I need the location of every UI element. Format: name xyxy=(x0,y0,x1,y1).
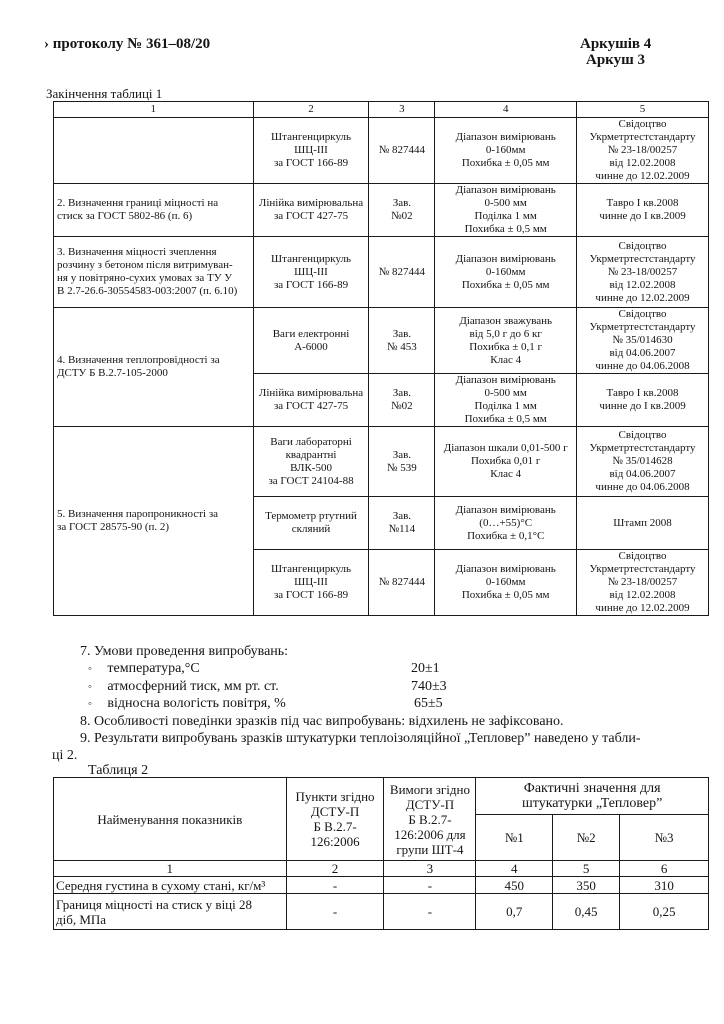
column-number: 1 xyxy=(54,102,254,118)
sample-label: №1 xyxy=(476,815,553,861)
sheet-current: Аркуш 3 xyxy=(586,52,646,68)
instrument-number: № 827444 xyxy=(369,237,435,308)
indicator-requirement: - xyxy=(384,877,476,894)
instrument-name: Термометр ртутний скляний xyxy=(253,497,369,550)
test-name xyxy=(54,118,254,184)
certificate: Свідоцтво Укрметртестстандарту № 35/014630 від 04.06.2007 чинне до 04.06.2008 xyxy=(577,308,709,374)
column-number: 3 xyxy=(369,102,435,118)
instrument-number: № 827444 xyxy=(369,118,435,184)
measurement-range: Діапазон шкали 0,01-500 г Похибка 0,01 г Клас 4 xyxy=(435,427,577,497)
certificate: Штамп 2008 xyxy=(577,497,709,550)
table-row xyxy=(54,894,709,930)
results-table xyxy=(53,777,709,930)
instrument-name: Штангенциркуль ШЦ-ІІІ за ГОСТ 166-89 xyxy=(253,118,369,184)
instrument-number: Зав. №02 xyxy=(369,374,435,427)
test-name: 3. Визначення міцності зчеплення розчину з бетоном після витримуван- ня у повітряно-сухих умовах за ТУ У В 2.7-26.6-30554583-003:2007 (п. 6.10) xyxy=(54,237,254,308)
certificate: Тавро І кв.2008 чинне до І кв.2009 xyxy=(577,184,709,237)
condition-value: 20±1 xyxy=(411,661,440,676)
col-requirements-header: Вимоги згідно ДСТУ-П Б В.2.7- 126:2006 для групи ШТ-4 xyxy=(384,778,476,861)
table-row xyxy=(54,237,709,308)
instrument-number: Зав. № 539 xyxy=(369,427,435,497)
column-number: 2 xyxy=(253,102,369,118)
column-number: 4 xyxy=(435,102,577,118)
sheets-total: Аркушів 4 xyxy=(580,36,652,52)
test-name: 4. Визначення теплопровідності за ДСТУ Б В.2.7-105-2000 xyxy=(54,308,254,427)
column-number: 1 xyxy=(54,861,287,877)
item-8: 8. Особливості поведінки зразків під час випробувань: відхилень не зафіксовано. xyxy=(80,714,564,729)
indicator-points: - xyxy=(286,894,384,930)
measurement-range: Діапазон вимірювань 0-160мм Похибка ± 0,05 мм xyxy=(435,237,577,308)
certificate: Свідоцтво Укрметртестстандарту № 23-18/00257 від 12.02.2008 чинне до 12.02.2009 xyxy=(577,237,709,308)
instrument-name: Штангенциркуль ШЦ-ІІІ за ГОСТ 166-89 xyxy=(253,237,369,308)
instrument-number: Зав. №114 xyxy=(369,497,435,550)
certificate: Свідоцтво Укрметртестстандарту № 35/014628 від 04.06.2007 чинне до 04.06.2008 xyxy=(577,427,709,497)
instrument-name: Ваги електронні А-6000 xyxy=(253,308,369,374)
col-actual-header: Фактичні значення для штукатурки „Тепловер” xyxy=(476,778,709,815)
table-row xyxy=(54,427,709,497)
indicator-name: Середня густина в сухому стані, кг/м³ xyxy=(54,877,287,894)
col-name-header: Найменування показників xyxy=(54,778,287,861)
indicator-value: 0,25 xyxy=(620,894,709,930)
certificate: Свідоцтво Укрметртестстандарту № 23-18/00257 від 12.02.2008 чинне до 12.02.2009 xyxy=(577,550,709,616)
indicator-value: 310 xyxy=(620,877,709,894)
bullet-icon: ◦ xyxy=(88,698,92,710)
measurement-range: Діапазон вимірювань 0-500 мм Поділка 1 мм Похибка ± 0,5 мм xyxy=(435,184,577,237)
indicator-value: 350 xyxy=(553,877,620,894)
indicator-name: Границя міцності на стиск у віці 28 діб, МПа xyxy=(54,894,287,930)
column-number: 3 xyxy=(384,861,476,877)
test-name: 2. Визначення границі міцності на стиск за ГОСТ 5802-86 (п. 6) xyxy=(54,184,254,237)
instrument-number: Зав. № 453 xyxy=(369,308,435,374)
certificate: Свідоцтво Укрметртестстандарту № 23-18/00257 від 12.02.2008 чинне до 12.02.2009 xyxy=(577,118,709,184)
instrument-name: Штангенциркуль ШЦ-ІІІ за ГОСТ 166-89 xyxy=(253,550,369,616)
condition-label: відносна вологість повітря, % xyxy=(107,696,286,711)
instrument-number: Зав. №02 xyxy=(369,184,435,237)
protocol-number: › протоколу № 361–08/20 xyxy=(44,36,211,52)
instrument-name: Лінійка вимірювальна за ГОСТ 427-75 xyxy=(253,374,369,427)
item-9-line1: 9. Результати випробувань зразків штукатурки теплоізоляційної „Тепловер” наведено у табли- xyxy=(80,731,641,746)
condition-item xyxy=(88,695,286,713)
col-points-header: Пункти згідно ДСТУ-П Б В.2.7- 126:2006 xyxy=(286,778,384,861)
condition-item xyxy=(88,678,279,696)
indicator-value: 0,45 xyxy=(553,894,620,930)
measurement-range: Діапазон вимірювань (0…+55)°С Похибка ± 0,1°С xyxy=(435,497,577,550)
equipment-table xyxy=(53,101,709,616)
certificate: Тавро І кв.2008 чинне до І кв.2009 xyxy=(577,374,709,427)
sample-label: №3 xyxy=(620,815,709,861)
condition-value: 740±3 xyxy=(411,679,447,694)
table-row xyxy=(54,308,709,374)
condition-value: 65±5 xyxy=(414,696,443,711)
column-number: 6 xyxy=(620,861,709,877)
column-number: 2 xyxy=(286,861,384,877)
instrument-number: № 827444 xyxy=(369,550,435,616)
test-name: 5. Визначення паропроникності за за ГОСТ 28575-90 (п. 2) xyxy=(54,427,254,616)
indicator-points: - xyxy=(286,877,384,894)
conditions-heading: 7. Умови проведення випробувань: xyxy=(80,644,289,659)
bullet-icon: ◦ xyxy=(88,663,92,675)
measurement-range: Діапазон зважувань від 5,0 г до 6 кг Похибка ± 0,1 г Клас 4 xyxy=(435,308,577,374)
bullet-icon: ◦ xyxy=(88,681,92,693)
table-row xyxy=(54,184,709,237)
column-number: 5 xyxy=(553,861,620,877)
item-9-line2: ці 2. xyxy=(52,748,78,763)
condition-item xyxy=(88,660,200,678)
table-row xyxy=(54,877,709,894)
condition-label: температура,°С xyxy=(107,661,200,676)
column-number: 4 xyxy=(476,861,553,877)
indicator-value: 450 xyxy=(476,877,553,894)
indicator-value: 0,7 xyxy=(476,894,553,930)
measurement-range: Діапазон вимірювань 0-160мм Похибка ± 0,05 мм xyxy=(435,550,577,616)
table2-caption: Таблиця 2 xyxy=(88,763,149,778)
table1-caption: Закінчення таблиці 1 xyxy=(46,86,163,101)
instrument-name: Лінійка вимірювальна за ГОСТ 427-75 xyxy=(253,184,369,237)
measurement-range: Діапазон вимірювань 0-500 мм Поділка 1 мм Похибка ± 0,5 мм xyxy=(435,374,577,427)
condition-label: атмосферний тиск, мм рт. ст. xyxy=(107,679,279,694)
instrument-name: Ваги лабораторні квадрантні ВЛК-500 за ГОСТ 24104-88 xyxy=(253,427,369,497)
column-number: 5 xyxy=(577,102,709,118)
table-row xyxy=(54,118,709,184)
measurement-range: Діапазон вимірювань 0-160мм Похибка ± 0,05 мм xyxy=(435,118,577,184)
indicator-requirement: - xyxy=(384,894,476,930)
sample-label: №2 xyxy=(553,815,620,861)
